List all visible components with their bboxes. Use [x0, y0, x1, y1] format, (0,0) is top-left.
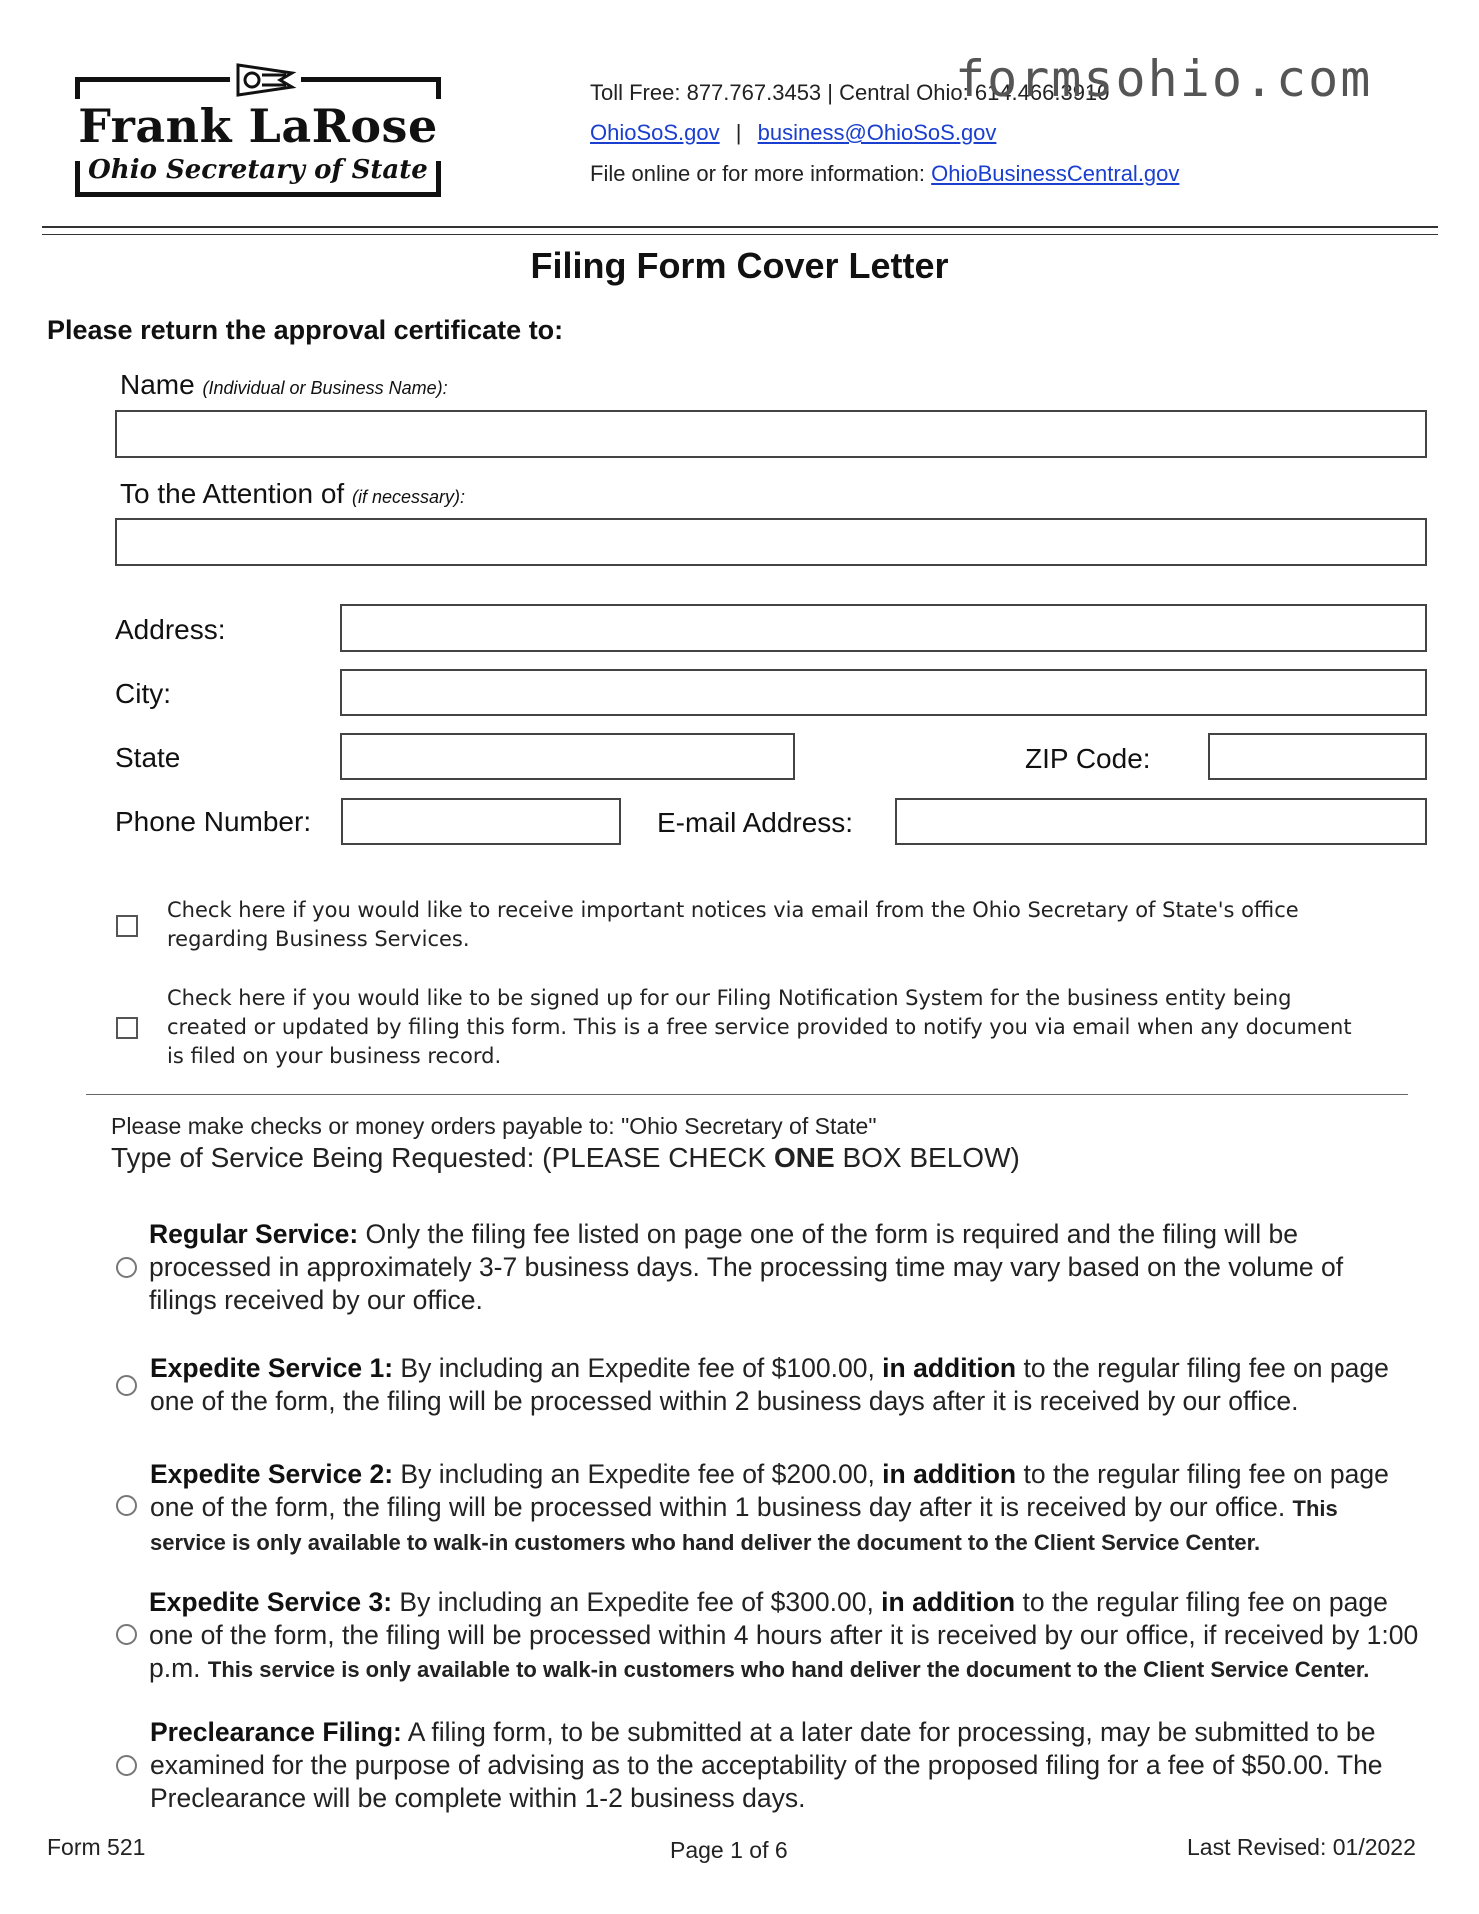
return-heading: Please return the approval certificate to:: [47, 315, 564, 345]
phone-label: Phone Number:: [115, 806, 312, 837]
email-label: E-mail Address:: [657, 807, 854, 838]
phone-numbers: Toll Free: 877.767.3453 | Central Ohio: 614.466.3910: [590, 80, 1110, 105]
zip-label: ZIP Code:: [1025, 743, 1151, 774]
ohio-flag-icon: [230, 63, 300, 97]
state-label: State: [115, 742, 181, 773]
service-heading: Type of Service Being Requested: (PLEASE CHECK ONE BOX BELOW): [111, 1142, 1020, 1173]
form-number: Form 521: [47, 1834, 146, 1860]
logo-name: Frank LaRose: [78, 99, 438, 153]
name-label: Name (Individual or Business Name):: [120, 369, 448, 400]
attention-label: To the Attention of (if necessary):: [120, 478, 465, 509]
filing-notification-text: Check here if you would like to be signed up for our Filing Notification System for the business entity being created or updated by filing this form. This is a free service provided to notify you via email when any document is filed on your business record.: [167, 986, 1352, 1068]
checks-payable-text: Please make checks or money orders payable to: "Ohio Secretary of State": [111, 1113, 877, 1139]
city-field[interactable]: [340, 669, 1427, 716]
header-divider: [42, 226, 1438, 228]
name-hint: (Individual or Business Name):: [202, 378, 448, 398]
file-online-line: [590, 161, 1179, 187]
regular-service-text: Regular Service: Only the filing fee listed on page one of the form is required and the filing will be processed in approximately 3-7 business days. The processing time may vary based on the volume of filings received by our office.: [149, 1219, 1344, 1315]
email-link[interactable]: business@OhioSoS.gov: [757, 120, 997, 145]
expedite-service-1-text: Expedite Service 1: By including an Expedite fee of $100.00, in addition to the regular filing fee on page one of the form, the filing will be processed within 2 business days after it is received by our office.: [150, 1353, 1389, 1416]
email-notices-checkbox[interactable]: [116, 915, 138, 937]
expedite-service-1-radio[interactable]: [116, 1375, 137, 1396]
watermark: formsohio.com: [955, 50, 1373, 108]
zip-field[interactable]: [1208, 733, 1427, 780]
address-label: Address:: [115, 614, 226, 645]
file-online-text: File online or for more information:: [590, 161, 926, 186]
expedite-service-3-text: Expedite Service 3: By including an Expedite fee of $300.00, in addition to the regular filing fee on page one of the form, the filing will be processed within 4 hours after it is received by our office, if received by 1:00 p.m. This service is only available to walk-in customers who hand deliver the document to the Client Service Center.: [149, 1587, 1419, 1683]
preclearance-radio[interactable]: [116, 1755, 137, 1776]
section-divider: [86, 1094, 1408, 1095]
header-divider-thin: [42, 234, 1438, 235]
email-field[interactable]: [895, 798, 1427, 845]
link-separator: |: [735, 120, 742, 145]
attention-hint: (if necessary):: [351, 487, 465, 507]
logo-subtitle: Ohio Secretary of State: [88, 155, 428, 185]
business-central-link[interactable]: OhioBusinessCentral.gov: [931, 161, 1180, 186]
page-number: Page 1 of 6: [670, 1837, 788, 1863]
logo: [75, 77, 441, 197]
regular-service-radio[interactable]: [116, 1257, 137, 1278]
expedite-service-2-radio[interactable]: [116, 1495, 137, 1516]
phone-field[interactable]: [341, 798, 621, 845]
email-notices-text: Check here if you would like to receive important notices via email from the Ohio Secretary of State's office regarding Business Services.: [167, 898, 1299, 951]
address-field[interactable]: [340, 604, 1427, 652]
page-title: Filing Form Cover Letter: [530, 245, 949, 286]
last-revised: Last Revised: 01/2022: [1187, 1834, 1416, 1860]
contact-links: [590, 120, 996, 146]
name-field[interactable]: [115, 410, 1427, 458]
expedite-service-3-radio[interactable]: [116, 1624, 137, 1645]
attention-field[interactable]: [115, 518, 1427, 566]
expedite-service-2-text: Expedite Service 2: By including an Expedite fee of $200.00, in addition to the regular filing fee on page one of the form, the filing will be processed within 1 business day after it is received by our office. This service is only available to walk-in customers who hand deliver the document to the Client Service Center.: [150, 1459, 1389, 1555]
filing-notification-checkbox[interactable]: [116, 1017, 138, 1039]
website-link[interactable]: OhioSoS.gov: [590, 120, 720, 145]
state-field[interactable]: [340, 733, 795, 780]
city-label: City:: [115, 678, 171, 709]
preclearance-text: Preclearance Filing: A filing form, to be submitted at a later date for processing, may be submitted to be examined for the purpose of advising as to the acceptability of the proposed filing for a fee of $50.00. The Preclearance will be complete within 1-2 business days.: [150, 1717, 1383, 1813]
